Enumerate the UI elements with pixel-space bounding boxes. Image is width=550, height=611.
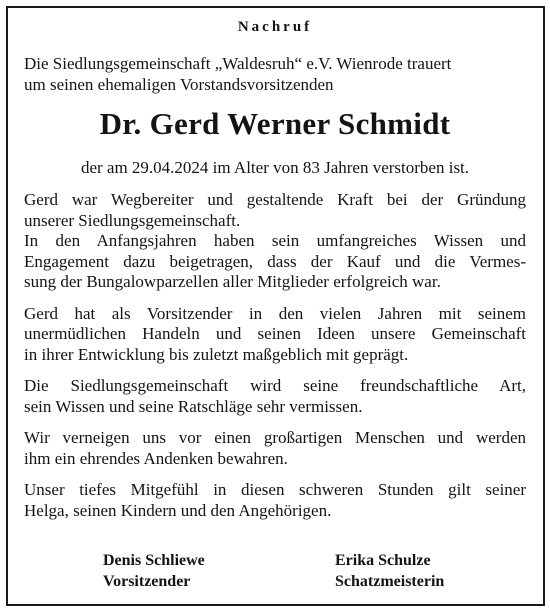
paragraph (24, 480, 526, 521)
paragraph-line: Helga, seinen Kindern und den Angehörigen. (24, 500, 332, 520)
paragraph-line: Gerd hat als Vorsitzender in den vielen Jahren mit seinem (24, 303, 526, 323)
signatory-role: Schatzmeisterin (335, 573, 445, 590)
paragraph-line: Unser tiefes Mitgefühl in diesen schweren Stunden gilt seiner (24, 480, 526, 499)
intro-line: um seinen ehemaligen Vorstandsvorsitzenden (24, 75, 334, 94)
paragraph (24, 190, 526, 293)
intro-line: Die Siedlungsgemeinschaft „Waldesruh“ e.V. Wienrode trauert (24, 54, 452, 73)
paragraph (24, 428, 526, 469)
paragraph-line: In den Anfangsjahren haben sein umfangreiches Wissen und (24, 231, 526, 250)
signatory-name: Erika Schulze (335, 552, 431, 569)
signatory-name: Denis Schliewe (103, 552, 205, 569)
paragraph-line: Engagement dazu beigetragen, dass der Kauf und die Vermes- (24, 251, 526, 271)
deceased-name: Dr. Gerd Werner Schmidt (99, 106, 451, 141)
obituary-body (24, 190, 526, 532)
signatory-treasurer (335, 550, 444, 592)
paragraph-line: Die Siedlungsgemeinschaft wird seine freundschaftliche Art, (24, 376, 526, 395)
paragraph-line: ihm ein ehrendes Andenken bewahren. (24, 448, 288, 468)
paragraph-line: in ihrer Entwicklung bis zuletzt maßgeblich mit geprägt. (24, 344, 409, 364)
signatory-role: Vorsitzender (103, 573, 191, 590)
paragraph (24, 376, 526, 417)
intro-text (24, 53, 526, 95)
death-notice-line: der am 29.04.2024 im Alter von 83 Jahren verstorben ist. (80, 158, 470, 177)
paragraph (24, 304, 526, 366)
paragraph-line: Wir verneigen uns vor einen großartigen Menschen und werden (24, 428, 526, 447)
paragraph-line: Gerd war Wegbereiter und gestaltende Kraft bei der Gründung (24, 190, 526, 209)
signatory-chair (103, 550, 205, 592)
paragraph-line: unserer Siedlungsgemeinschaft. (24, 210, 241, 230)
paragraph-line: sein Wissen und seine Ratschläge sehr vermissen. (24, 396, 363, 416)
paragraph-line: unermüdlichen Handeln und seinen Ideen unsere Gemeinschaft (24, 324, 526, 343)
paragraph-line: sung der Bungalowparzellen aller Mitglieder erfolgreich war. (24, 272, 441, 291)
obituary-heading: Nachruf (237, 19, 313, 35)
